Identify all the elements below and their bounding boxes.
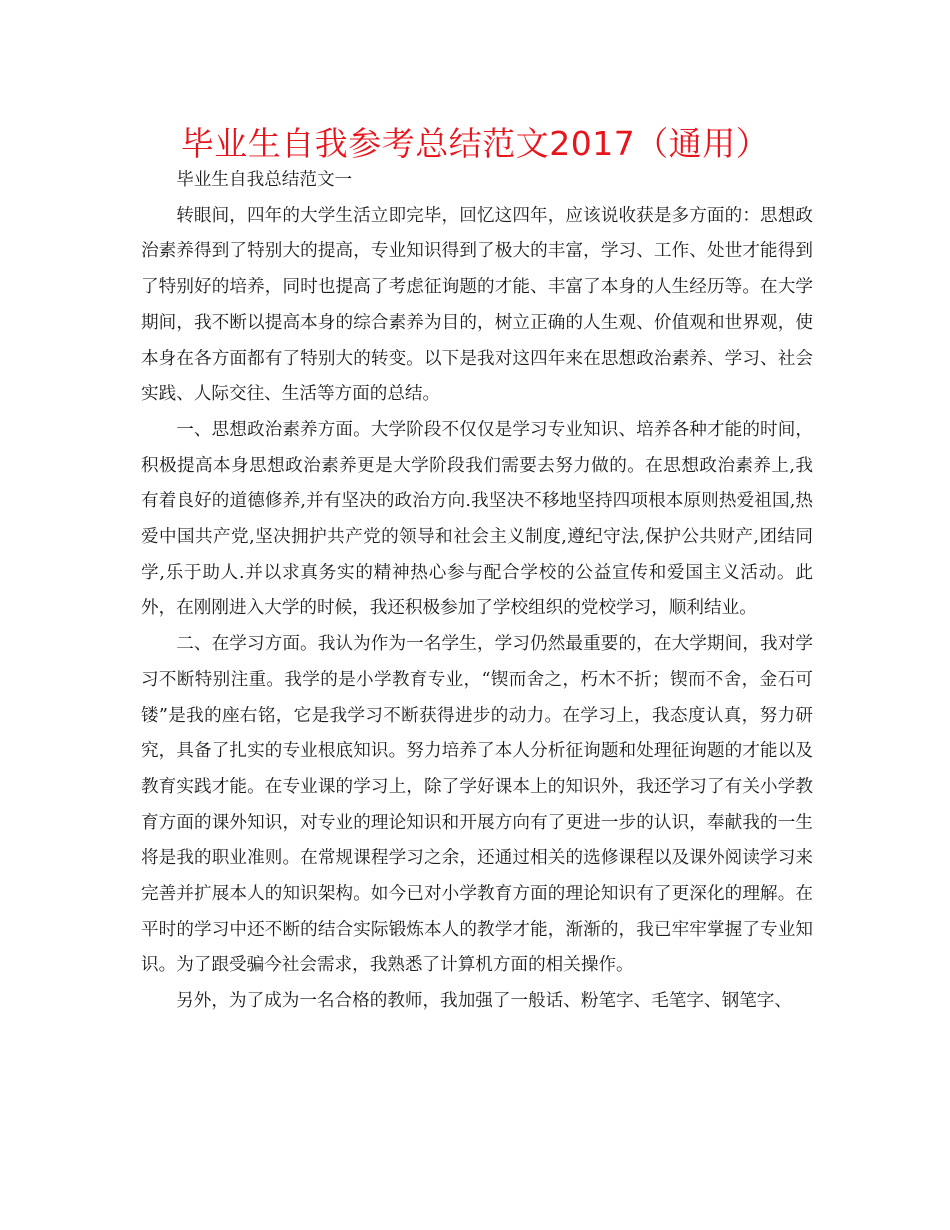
paragraph-political: 一、思想政治素养方面。大学阶段不仅仅是学习专业知识、培养各种才能的时间，积极提高本身思想政治素养更是大学阶段我们需要去努力做的。在思想政治素养上,我有着良好的道德修养,并有坚决的政治方向.我坚决不移地坚持四项根本原则热爱祖国,热爱中国共产党,坚决拥护共产党的领导和社会主义制度,遵纪守法,保护公共财产,团结同学,乐于助人.并以求真务实的精神热心参与配合学校的公益宣传和爱国主义活动。此外，在刚刚进入大学的时候，我还积极参加了学校组织的党校学习，顺利结业。 — [141, 419, 813, 619]
section-subheading: 毕业生自我总结范文一 — [176, 170, 353, 190]
paragraph-other: 另外，为了成为一名合格的教师，我加强了一般话、粉笔字、毛笔字、钢笔字、 — [176, 991, 792, 1012]
document-body — [141, 163, 813, 1020]
paragraph-intro: 转眼间，四年的大学生活立即完毕，回忆这四年，应该说收获是多方面的：思想政治素养得到了特别大的提高，专业知识得到了极大的丰富，学习、工作、处世才能得到了特别好的培养，同时也提高了考虑征询题的才能、丰富了本身的人生经历等。在大学期间，我不断以提高本身的综合素养为目的，树立正确的人生观、价值观和世界观，使本身在各方面都有了特别大的转变。以下是我对这四年来在思想政治素养、学习、社会实践、人际交往、生活等方面的总结。 — [141, 205, 813, 405]
paragraph-study: 二、在学习方面。我认为作为一名学生，学习仍然最重要的，在大学期间，我对学习不断特别注重。我学的是小学教育专业，“锲而舍之，朽木不折；锲而不舍，金石可镂”是我的座右铭，它是我学习不断获得进步的动力。在学习上，我态度认真，努力研究，具备了扎实的专业根底知识。努力培养了本人分析征询题和处理征询题的才能以及教育实践才能。在专业课的学习上，除了学好课本上的知识外，我还学习了有关小学教育方面的课外知识，对专业的理论知识和开展方向有了更进一步的认识，奉献我的一生将是我的职业准则。在常规课程学习之余，还通过相关的选修课程以及课外阅读学习来完善并扩展本人的知识架构。如今已对小学教育方面的理论知识有了更深化的理解。在平时的学习中还不断的结合实际锻炼本人的教学才能，渐渐的，我已牢牢掌握了专业知识。为了跟受骗今社会需求，我熟悉了计算机方面的相关操作。 — [141, 634, 813, 976]
document-title: 毕业生自我参考总结范文2017（通用） — [180, 124, 770, 163]
